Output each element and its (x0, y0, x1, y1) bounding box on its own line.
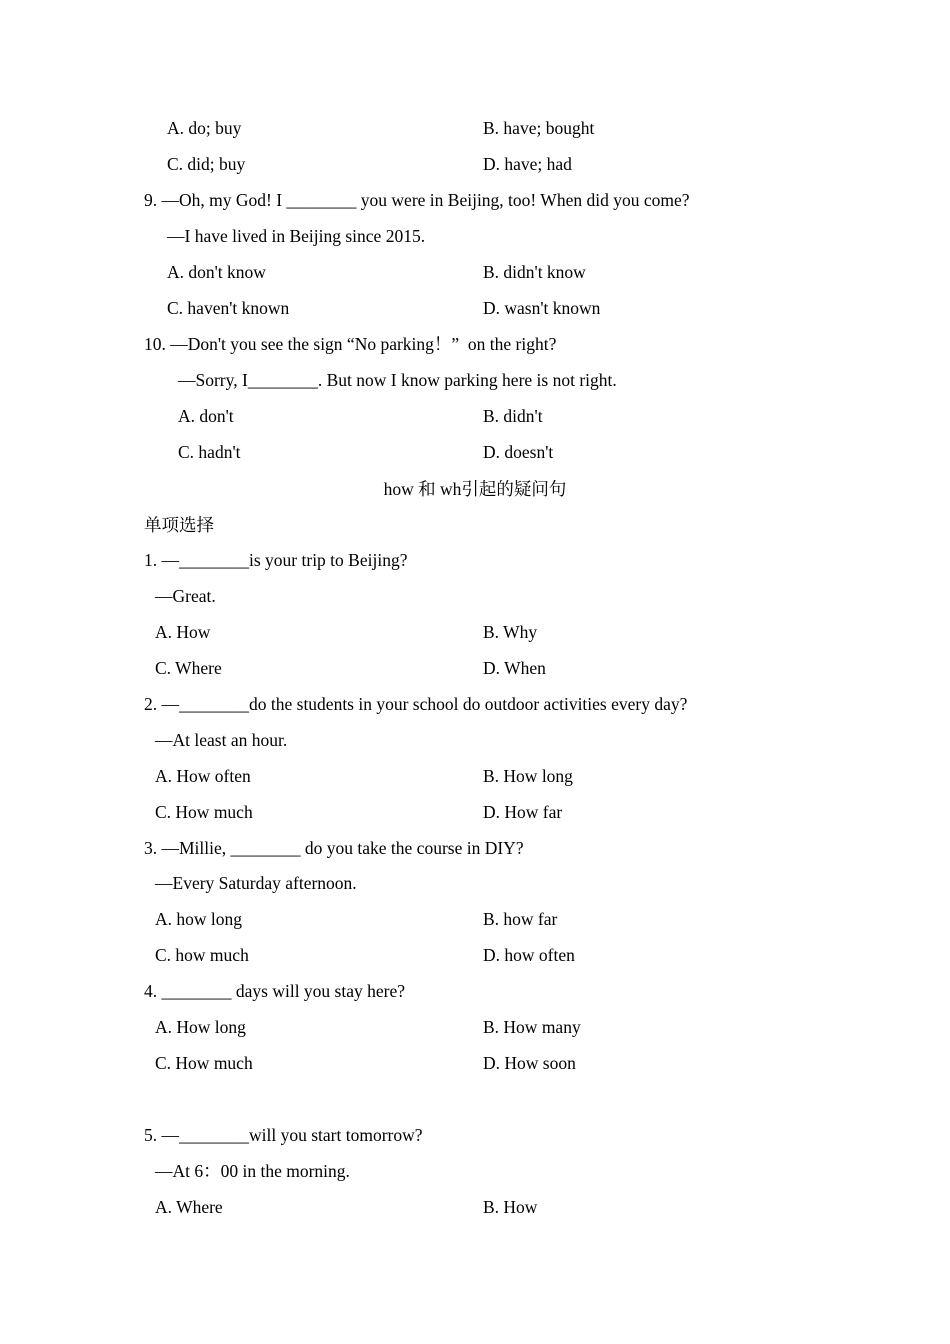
s2-option-c: C. How much (155, 802, 253, 822)
s5-option-b: B. How (483, 1197, 538, 1217)
q9-option-d: D. wasn't known (483, 298, 601, 318)
s4-stem: 4. ________ days will you stay here? (144, 981, 405, 1001)
q10-option-d: D. doesn't (483, 442, 554, 462)
section-subtitle: 单项选择 (144, 515, 214, 535)
s5-stem: 5. —________will you start tomorrow? (144, 1125, 423, 1145)
s1-option-b: B. Why (483, 622, 538, 642)
s4-option-d: D. How soon (483, 1053, 576, 1073)
s5-option-a: A. Where (155, 1197, 223, 1217)
s3-option-c: C. how much (155, 945, 249, 965)
s4-option-b: B. How many (483, 1017, 581, 1037)
s1-reply: —Great. (155, 586, 216, 606)
q10-stem: 10. —Don't you see the sign “No parking！” on the right? (144, 334, 557, 354)
q8-option-b: B. have; bought (483, 118, 595, 138)
q8-option-c: C. did; buy (167, 154, 246, 174)
q9-stem: 9. —Oh, my God! I ________ you were in Beijing, too! When did you come? (144, 190, 690, 210)
q9-option-a: A. don't know (167, 262, 266, 282)
s2-option-b: B. How long (483, 766, 573, 786)
s3-reply: —Every Saturday afternoon. (155, 873, 357, 893)
s3-option-d: D. how often (483, 945, 575, 965)
q9-reply: —I have lived in Beijing since 2015. (167, 226, 426, 246)
s3-option-b: B. how far (483, 909, 558, 929)
q10-option-a: A. don't (178, 406, 234, 426)
q9-option-b: B. didn't know (483, 262, 586, 282)
q10-option-c: C. hadn't (178, 442, 241, 462)
s2-reply: —At least an hour. (155, 730, 288, 750)
s3-stem: 3. —Millie, ________ do you take the course in DIY? (144, 838, 524, 858)
s1-stem: 1. —________is your trip to Beijing? (144, 550, 408, 570)
s3-option-a: A. how long (155, 909, 243, 929)
s5-reply: —At 6：00 in the morning. (155, 1161, 350, 1181)
q8-option-a: A. do; buy (167, 118, 242, 138)
s1-option-a: A. How (155, 622, 211, 642)
q8-option-d: D. have; had (483, 154, 572, 174)
s2-option-a: A. How often (155, 766, 251, 786)
s4-option-c: C. How much (155, 1053, 253, 1073)
q10-reply: —Sorry, I________. But now I know parking here is not right. (178, 370, 617, 390)
q10-option-b: B. didn't (483, 406, 543, 426)
s1-option-d: D. When (483, 658, 546, 678)
section-title: how 和 wh引起的疑问句 (383, 479, 567, 499)
s1-option-c: C. Where (155, 658, 222, 678)
s2-option-d: D. How far (483, 802, 563, 822)
s4-option-a: A. How long (155, 1017, 246, 1037)
s2-stem: 2. —________do the students in your school do outdoor activities every day? (144, 694, 688, 714)
q9-option-c: C. haven't known (167, 298, 290, 318)
